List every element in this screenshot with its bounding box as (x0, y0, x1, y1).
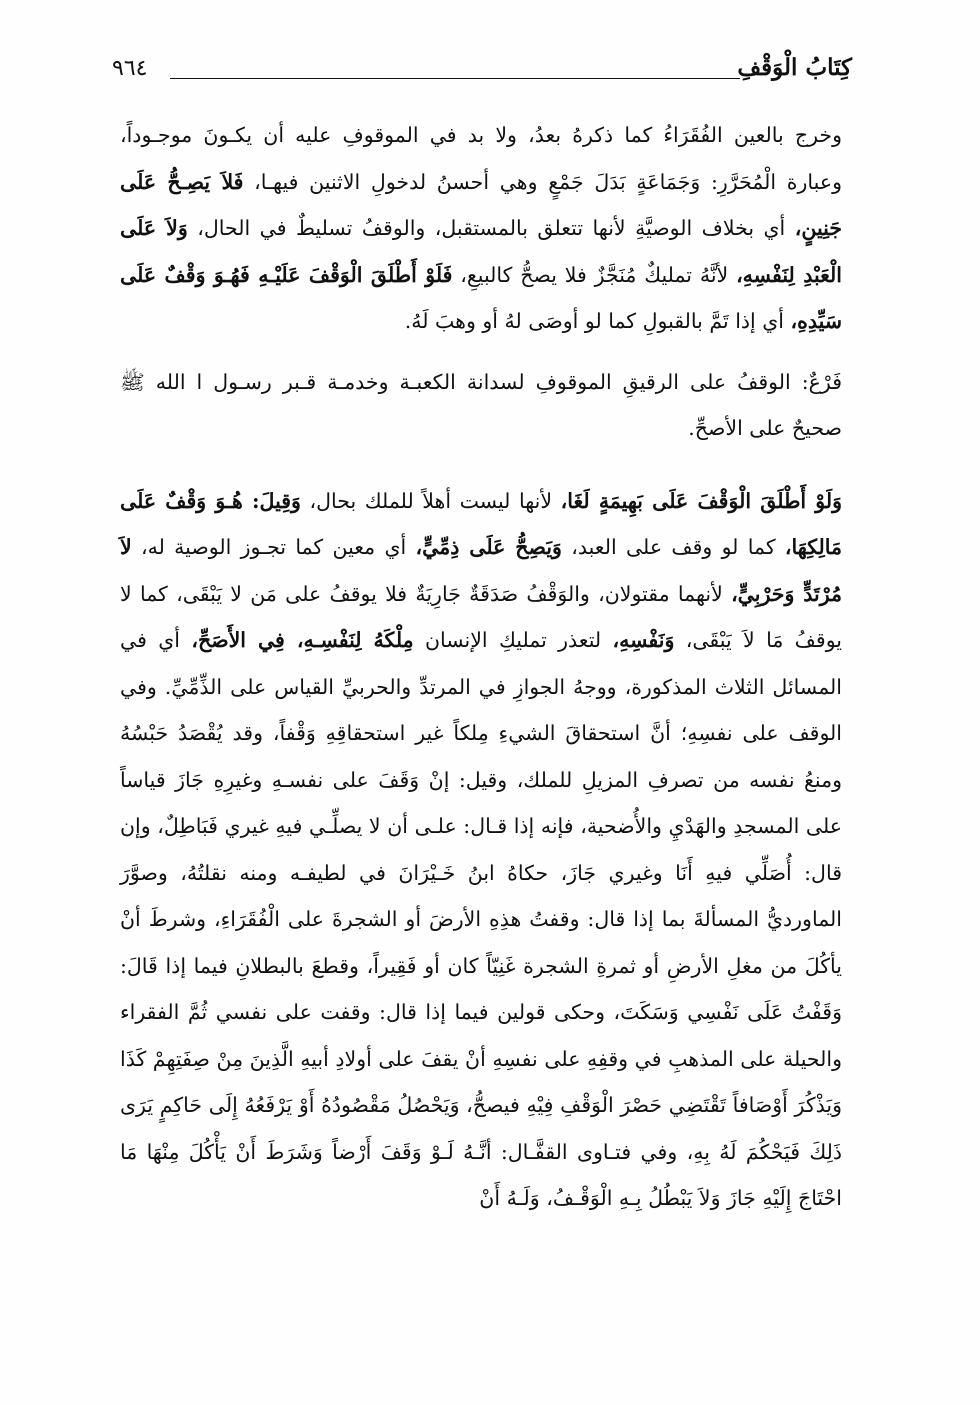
paragraph (120, 112, 842, 345)
page-header (112, 50, 852, 90)
page-body (120, 112, 842, 1222)
commentary-text: وخرج بالعين الفُقَرَاءُ كما ذكرهُ بعدُ، ولا بد في الموقوفِ عليه أن يكـونَ موجـوداً، وعبارة الْمُحَرَّرِ: وَجَمَاعَةٍ بَدَلَ جَمْعٍ وهي أحسنُ لدخولِ الاثنين فيهـا، (120, 123, 842, 194)
matn-text: لاَ مُرْتَدٍّ وَحَرْبِيٍّ، (120, 535, 842, 606)
paragraph (120, 478, 842, 1222)
commentary-text: لأنهما مقتولان، والوَقْفُ صَدَقَةٌ جَارِيَةٌ فلا يوقفُ على مَن لا يَبْقَى، كما لا يوقفُ مَا لاَ يَبْقَى، (120, 581, 842, 652)
commentary-text: فَرْعٌ: الوقفُ على الرقيقِ الموقوفِ لسدانة الكعبـة وخدمـة قـبر رسـول ا الله ﷺ صحيحٌ على الأصحِّ. (120, 369, 842, 440)
matn-text: وَلَوْ أَطْلَقَ الْوَقْفَ عَلَى بَهِيمَةٍ لَغَا، (560, 488, 843, 513)
running-title: كِتَابُ الْوَقْفِ (737, 54, 852, 81)
commentary-text: كما لو وقف على العبد، (561, 535, 785, 559)
commentary-text: لأنَّهُ تمليكٌ مُنَجَّزٌ فلا يصحُّ كالبيعِ، (452, 262, 737, 287)
matn-text: مِلْكَهُ لِنَفْسِـهِ، فِي الأَصَحِّ، (191, 628, 414, 652)
matn-text: فَلَوْ أَطْلَقَ الْوَقْفَ عَلَيْـهِ فَهُـوَ وَقْفٌ عَلَى سَيِّدِهِ، (120, 262, 842, 333)
paragraph (120, 359, 842, 452)
matn-text: وَقِيلَ: هُـوَ وَقْفٌ عَلَى مَالِكِهَا، (120, 488, 843, 559)
matn-text: فَلاَ يَصِـحُّ عَلَى جَنِينٍ، (120, 169, 842, 240)
commentary-text: أي معين كما تجـوز الوصية له، (131, 535, 416, 559)
commentary-text: أي إذا تَمَّ بالقبولِ كما لو أوصَى لهُ أو وهبَ لَهُ. (404, 309, 791, 333)
commentary-text: لتعذر تمليكِ الإنسان (413, 628, 613, 652)
matn-text: وَيَصِحُّ عَلَى ذِمِّيٍّ، (415, 535, 562, 559)
matn-text: وَلاَ عَلَى الْعَبْدِ لِنَفْسِهِ، (120, 216, 842, 287)
commentary-text: أي في المسائل الثلاث المذكورة، ووجهُ الجوازِ في المرتدِّ والحربيِّ القياس على الذِّمِّيِّ. وفي الوقف على نفسِهِ؛ أنَّ استحقاقَ الشيءِ مِلكاً غير استحقاقِهِ وَقْفاً، وقد يُقْصَدُ حَبْسُهُ ومنعُ نفسه من تصرفِ المزيلِ للملك، وقيل: إنْ وَقَفَ على نفسـهِ وغيرِهِ جَازَ قياساً على المسجدِ والهَدْيِ والأُضحية، فإنه إذا قـال: علـى أن لا يصلِّـي فيهِ غيري فَبَاطِلٌ، وإن قال: أُصَلِّي فيهِ أَنَا وغيري جَازَ، حكاهُ ابنُ خَـيْرَانَ في لطيفـه ومنه نقلتُهُ، وصوَّرَ الماورديُّ المسألةَ بما إذا قال: وقفتُ هذِهِ الأرضَ أو الشجرةَ على الْفُقَرَاءِ، وشرطَ أنْ يأكُلَ من مغلِ الأرضِ أو ثمرةِ الشجرة غَنِيّاً كان أو فَقِيراً، وقطعَ بالبطلانِ فيما إذا قَالَ: وَقَفْتُ عَلَى نَفْسِي وَسَكَتَ، وحكى قولين فيما إذا قال: وقفت على نفسي ثُمَّ الفقراء والحيلة على المذهبِ في وقفِهِ على نفسِهِ أنْ يقفَ على أولادِ أبيهِ الَّذِينَ مِنْ صِفَتِهِمْ كَذَا وَيَذْكُرَ أَوْصَافاً تَقْتَضِي حَصْرَ الْوَقْفِ فِيْهِ فيصحُّ، وَيَحْصُلُ مَقْصُودُهُ أَوْ يَرْفَعُهُ إِلَى حَاكِمٍ يَرَى ذَلِكَ فَيَحْكُمَ لَهُ بِهِ، وفي فتـاوى القفَّـال: أنَّـهُ لَـوْ وَقَفَ أَرْضاً وَشَرَطَ أَنْ يَأْكُلَ مِنْهَا مَا احْتَاجَ إِلَيْهِ جَازَ وَلاَ يَبْطُلُ بِـهِ الْوَقْـفُ، وَلَـهُ أَنْ (120, 628, 842, 1210)
commentary-text: أي بخلاف الوصيَّةِ لأنها تتعلق بالمستقبل، والوقفُ تسليطٌ في الحال، (187, 216, 795, 240)
commentary-text: لأنها ليست أهلاً للملك بحال، (300, 488, 561, 513)
header-rule (170, 78, 740, 79)
page-number: ٩٦٤ (112, 56, 148, 81)
matn-text: وَنَفْسِهِ، (612, 628, 675, 652)
